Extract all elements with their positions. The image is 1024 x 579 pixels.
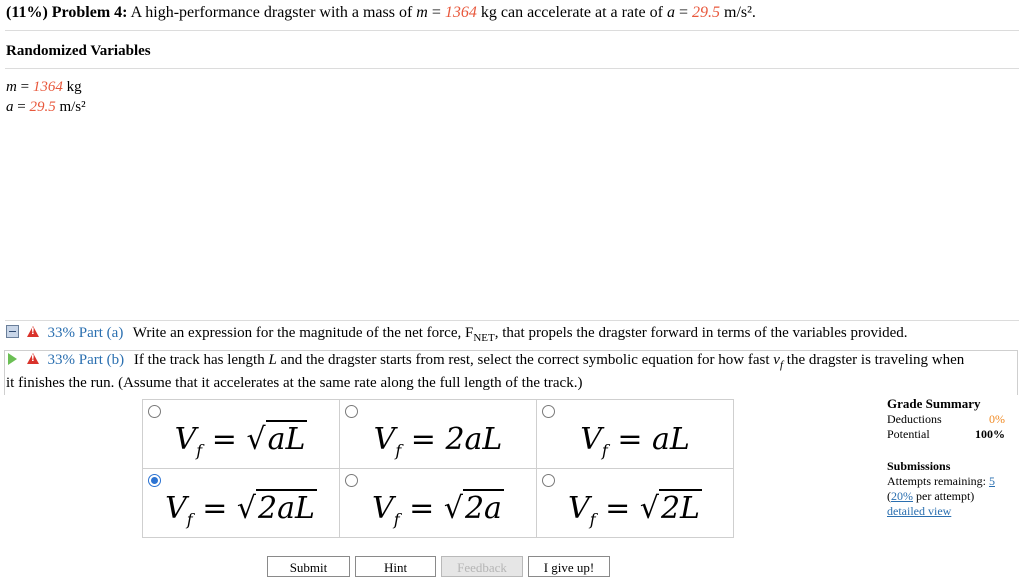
var-unit: kg <box>66 79 82 95</box>
formula-3: $V_f$ = aL <box>580 422 690 460</box>
f-sub: f <box>601 441 608 460</box>
var-symbol: m <box>6 79 17 95</box>
problem-statement <box>6 4 756 22</box>
part-a-percent: 33% <box>47 325 75 341</box>
option-5[interactable] <box>340 469 537 538</box>
divider <box>5 320 1019 321</box>
option-4[interactable] <box>143 469 340 538</box>
f-sub: f <box>589 510 596 529</box>
f-sqrt: √ <box>246 422 266 457</box>
equals-sign: = <box>431 4 441 21</box>
mass-symbol: m <box>416 4 428 21</box>
warning-icon <box>27 353 39 364</box>
radio-option-4[interactable] <box>148 474 161 487</box>
radio-option-1[interactable] <box>148 405 161 418</box>
part-b-row[interactable] <box>6 352 964 372</box>
velocity-sub: f <box>779 359 784 371</box>
submissions-panel <box>887 459 995 519</box>
var-value: 29.5 <box>29 99 56 115</box>
part-a-label[interactable] <box>48 325 124 341</box>
radio-option-6[interactable] <box>542 474 555 487</box>
part-b-text: and the dragster starts from rest, select the correct symbolic equation for how fast <box>280 352 770 368</box>
f-lhs: V <box>580 422 602 457</box>
problem-weight: (11%) <box>6 4 48 21</box>
equals-sign: = <box>678 4 688 21</box>
grade-summary-title: Grade Summary <box>887 396 981 411</box>
per-attempt-row <box>887 489 995 504</box>
part-b-line2: it finishes the run. (Assume that it accelerates at the same rate along the full length of the track.) <box>6 375 583 391</box>
attempts-value[interactable]: 5 <box>988 474 995 488</box>
attempts-label: Attempts remaining: <box>887 474 986 488</box>
feedback-button[interactable]: Feedback <box>441 556 523 577</box>
grade-summary <box>887 396 1005 442</box>
paren: ( <box>887 489 891 503</box>
var-symbol: a <box>6 99 14 115</box>
formula-5: $V_f = √2a$ <box>372 491 502 529</box>
f-rhs: 2L <box>660 491 700 526</box>
mass-unit-text: kg can accelerate at a rate of <box>480 4 663 21</box>
deductions-row <box>887 412 1005 427</box>
divider <box>5 68 1019 69</box>
potential-label: Potential <box>887 427 930 441</box>
radio-option-3[interactable] <box>542 405 555 418</box>
f-rhs: aL <box>652 422 690 457</box>
potential-value: 100% <box>975 427 1005 441</box>
f-lhs: V <box>165 491 187 526</box>
problem-label: Problem 4: <box>51 4 128 21</box>
f-rhs: 2aL <box>445 422 503 457</box>
accel-value: 29.5 <box>692 4 720 21</box>
f-sub: f <box>393 510 400 529</box>
submissions-title: Submissions <box>887 459 951 473</box>
formula-2: $V_f = 2aL$ <box>373 422 503 460</box>
variable-m: m = 1364 kg <box>6 79 82 95</box>
variable-a: a = 29.5 m/s² <box>6 99 86 115</box>
deductions-label: Deductions <box>887 412 942 426</box>
expand-arrow-icon[interactable] <box>8 353 17 365</box>
f-sub: f <box>196 441 203 460</box>
f-lhs: V <box>372 491 394 526</box>
length-symbol: L <box>268 352 277 368</box>
option-3[interactable] <box>537 400 734 469</box>
f-lhs: V <box>568 491 590 526</box>
per-attempt-value[interactable]: 20% <box>891 489 913 503</box>
part-b-text: If the track has length <box>133 352 265 368</box>
part-b-name: Part (b) <box>78 352 125 368</box>
part-a-text-end: , that propels the dragster forward in terms of the variables provided. <box>494 325 908 341</box>
problem-text: A high-performance dragster with a mass of <box>130 4 413 21</box>
f-rhs: 2a <box>464 491 502 526</box>
potential-row <box>887 427 1005 442</box>
f-sqrt: √ <box>443 491 463 526</box>
per-attempt-text: per attempt) <box>916 489 975 503</box>
detailed-view-link[interactable]: detailed view <box>887 504 952 518</box>
f-rhs: aL <box>267 422 306 457</box>
mass-value: 1364 <box>444 4 477 21</box>
option-1[interactable] <box>143 400 340 469</box>
velocity-symbol: v <box>773 352 780 368</box>
radio-option-2[interactable] <box>345 405 358 418</box>
f-rhs: 2aL <box>258 491 315 526</box>
randomized-variables-title: Randomized Variables <box>6 43 151 59</box>
f-lhs: V <box>373 422 396 457</box>
part-a-text: Write an expression for the magnitude of the net force, F <box>132 325 474 341</box>
attempts-row <box>887 474 995 489</box>
submit-button[interactable]: Submit <box>267 556 350 577</box>
option-2[interactable] <box>340 400 537 469</box>
f-sub: f <box>395 441 402 460</box>
part-a-row[interactable] <box>6 325 908 344</box>
answer-options <box>142 399 734 538</box>
formula-6: $V_f = √2L$ <box>568 491 700 529</box>
f-sqrt: √ <box>639 491 659 526</box>
var-unit: m/s² <box>59 99 86 115</box>
f-sqrt: √ <box>236 491 257 526</box>
formula-4: $V_f = √2aL$ <box>165 491 315 529</box>
accel-unit: m/s². <box>724 4 756 21</box>
hint-button[interactable]: Hint <box>355 556 436 577</box>
accel-symbol: a <box>666 4 675 21</box>
radio-option-5[interactable] <box>345 474 358 487</box>
f-sub: f <box>186 510 193 529</box>
collapse-icon[interactable] <box>6 325 19 338</box>
f-lhs: V <box>174 422 197 457</box>
part-a-sub: NET <box>473 332 495 344</box>
warning-icon <box>27 326 39 337</box>
part-b-text: the dragster is traveling when <box>786 352 965 368</box>
give-up-button[interactable]: I give up! <box>528 556 610 577</box>
part-a-name: Part (a) <box>78 325 124 341</box>
part-b-label[interactable] <box>48 352 125 368</box>
option-6[interactable] <box>537 469 734 538</box>
part-b-percent: 33% <box>47 352 75 368</box>
divider <box>5 30 1019 31</box>
deductions-value: 0% <box>989 412 1005 426</box>
var-value: 1364 <box>32 79 63 95</box>
formula-1: $V_f = √aL$ <box>174 422 306 460</box>
